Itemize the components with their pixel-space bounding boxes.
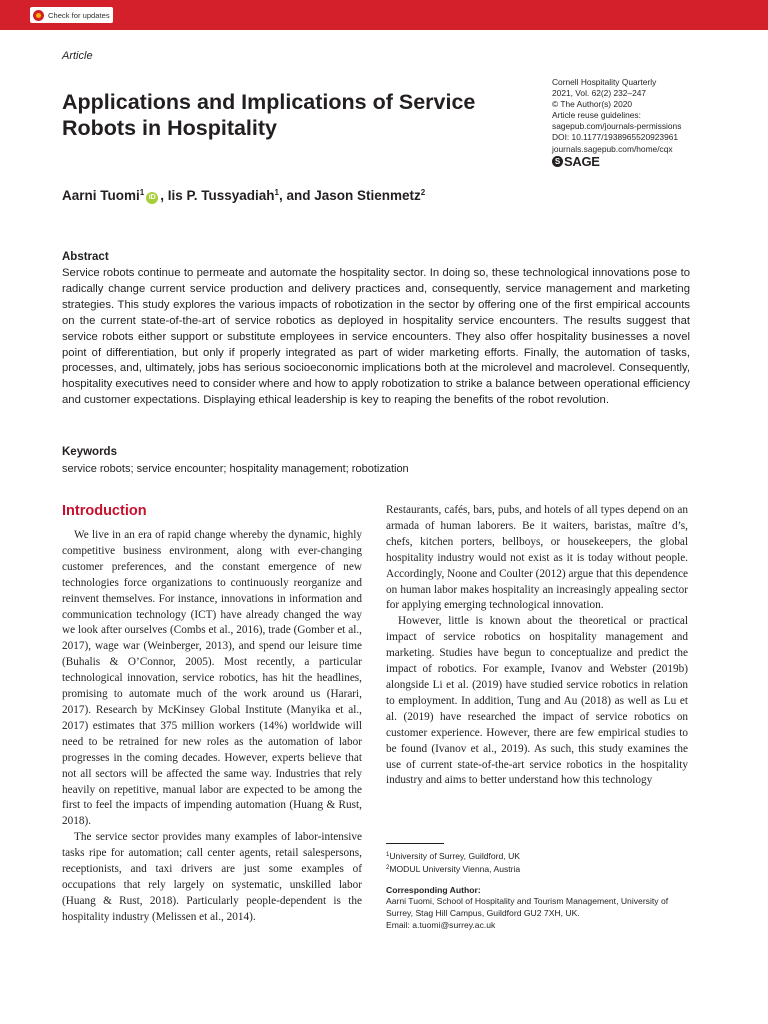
author-name[interactable]: Iis P. Tussyadiah	[167, 188, 275, 203]
article-type-label: Article	[62, 50, 93, 62]
doi-link[interactable]: DOI: 10.1177/1938965520923961	[552, 132, 679, 143]
copyright-line: © The Author(s) 2020	[552, 99, 633, 110]
body-paragraph: The service sector provides many examples of labor-intensive tasks ripe for automation; call center agents, retail salespersons, receptionists, and taxi drivers are just some examples of occupations that rely largely on systematic, unskilled labor (Huang & Rust, 2018). Particularly people-dependent is the hospitality industry (Melissen et al., 2014).	[62, 831, 362, 923]
affiliation-mark: 1	[139, 188, 145, 197]
keywords-heading: Keywords	[62, 446, 117, 458]
affiliation-mark: 2	[386, 864, 390, 871]
affiliation-2	[386, 863, 696, 876]
keywords-text: service robots; service encounter; hospitality management; robotization	[62, 463, 409, 475]
body-column-right	[386, 503, 688, 789]
author-list	[62, 188, 425, 204]
journal-homepage-link[interactable]: journals.sagepub.com/home/cqx	[552, 143, 673, 154]
publisher-logo	[552, 153, 752, 169]
reuse-guidelines-label: Article reuse guidelines:	[552, 110, 641, 121]
author-name[interactable]: Jason Stienmetz	[314, 188, 421, 203]
journal-meta	[552, 77, 752, 167]
affiliation-1	[386, 850, 696, 863]
corresponding-author-heading: Corresponding Author:	[386, 884, 481, 895]
article-title: Applications and Implications of Service Robots in Hospitality	[62, 90, 476, 140]
affiliation-mark: 2	[420, 188, 426, 197]
journal-volume: 2021, Vol. 62(2) 232–247	[552, 88, 647, 99]
affiliation-mark: 1	[386, 852, 390, 858]
check-for-updates-label: Check for updates	[48, 10, 110, 20]
body-paragraph: Restaurants, cafés, bars, pubs, and hotels of all types depend on an armada of human laborers. Be it waiters, baristas, maître d’s, chefs, kitchen porters, bellboys, or housekeepers, the global hospitality industry would not exist as it is today without people. Accordingly, Noone and Coulter (2012) argue that this dependence on human labor makes hospitality an increasingly appealing sector for applying emerging technological innovation.	[386, 504, 688, 612]
crossmark-icon	[33, 10, 44, 21]
corresponding-author-address: Aarni Tuomi, School of Hospitality and Tourism Management, University of Surrey, Stag Hill Campus, Guildford GU2 7XH, UK.	[386, 896, 669, 919]
orcid-icon[interactable]: iD	[146, 192, 158, 204]
author-separator: , and	[279, 188, 315, 203]
body-column-left	[62, 528, 362, 926]
journal-name: Cornell Hospitality Quarterly	[552, 77, 657, 87]
author-separator: ,	[160, 188, 168, 203]
introduction-heading: Introduction	[62, 503, 147, 519]
sage-logo-icon: S	[552, 156, 563, 167]
body-paragraph: We live in an era of rapid change whereby the dynamic, highly competitive business environment, along with ever-changing customer preferences, and the constant emergence of new technologies force organizations to continuously reorganize and reinvent themselves. For instance, innovations in information and communication technology (ICT) have already changed the way we look after ourselves (Combs et al., 2016), trade (Gomber et al., 2017), wage war (Weinberger, 2013), and spend our leisure time (Buhalis & O’Connor, 2005). Most recently, a particular technological innovation, service robotics, has hit the headlines, promising to automate much of the work around us (Harari, 2017). Research by McKinsey Global Institute (Manyika et al., 2017) estimates that 375 million workers (14%) worldwide will need to be retrained for new roles as the automation of labor progresses in the coming decades. However, experts believe that not all sectors will be affected the same way. Industries that rely heavily on repetitive, manual labor are expected to be among the first to feel the impacts of impending automation (Huang & Rust, 2018).	[62, 529, 362, 828]
footnotes	[386, 850, 696, 932]
publisher-name: SAGE	[564, 153, 600, 169]
body-paragraph: However, little is known about the theoretical or practical impact of service robotics on hospitality management and marketing. Studies have begun to conceptualize and predict the impact of robotics. For example, Ivanov and Webster (2019b) alongside Li et al. (2019) have studied service robotics in relation to employment. In addition, Tung and Au (2018) as well as Lu et al. (2019) have researched the impact of service robotics on customer experience. However, there are few empirical studies to be found (Ivanov et al., 2019). As such, this study examines the use of current state-of-the-art service robotics in the hospitality industry and aims to better understand how this technology	[386, 615, 688, 787]
abstract-text: Service robots continue to permeate and automate the hospitality sector. In doing so, these technological innovations pose to radically change current service production and delivery practices and, consequently, service management and marketing strategies. This study explores the various impacts of robotization in the sector by offering one of the first empirical accounts on the current state-of-the-art of service robotics as deployed in hospitality service encounters. The results suggest that service robots either support or substitute employees in service encounters. They also offer hospitality businesses a novel point of differentiation, but only if properly integrated as part of wider marketing efforts. Finally, the automation of tasks, processes, and, ultimately, jobs has serious socioeconomic implications both at the microlevel and macrolevel. Consequently, hospitality executives need to consider where and how to apply robotization to strike a balance between operational efficiency and customer expectations. Displaying ethical leadership is key to reaping the benefits of the robot revolution.	[62, 267, 690, 407]
top-banner	[0, 0, 768, 30]
abstract-heading: Abstract	[62, 251, 109, 263]
author-name[interactable]: Aarni Tuomi	[62, 188, 140, 203]
check-for-updates-button[interactable]	[30, 7, 113, 23]
affiliation-text: MODUL University Vienna, Austria	[389, 863, 521, 874]
affiliation-text: University of Surrey, Guildford, UK	[389, 851, 521, 861]
corresponding-author-email[interactable]: Email: a.tuomi@surrey.ac.uk	[386, 919, 496, 930]
permissions-link[interactable]: sagepub.com/journals-permissions	[552, 121, 682, 132]
footnote-divider	[386, 843, 444, 844]
affiliation-mark: 1	[274, 188, 279, 197]
